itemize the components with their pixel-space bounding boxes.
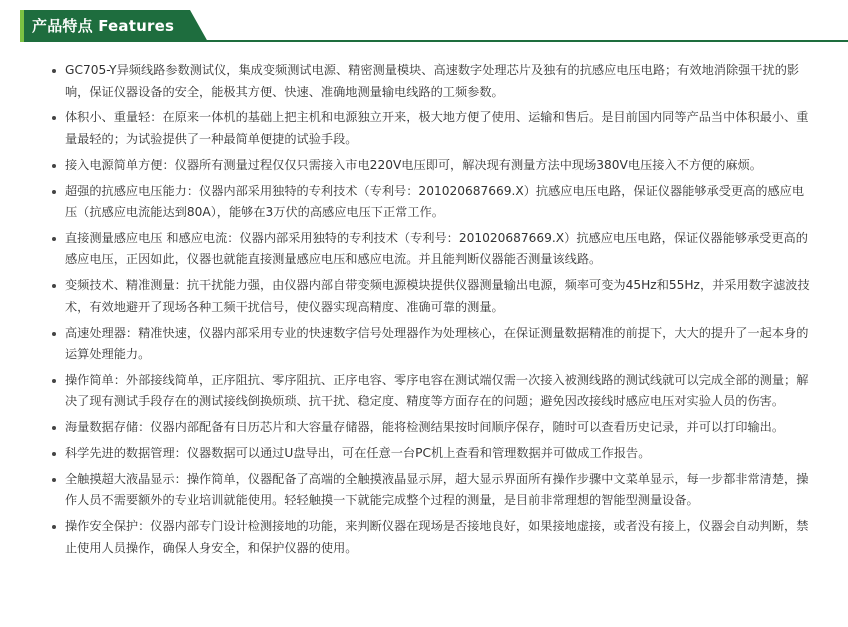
bullet-icon (52, 116, 56, 120)
bullet-icon (52, 426, 56, 430)
features-list (40, 60, 810, 564)
bullet-icon (52, 237, 56, 241)
feature-text: 直接测量感应电压 和感应电流：仪器内部采用独特的专利技术（专利号：201020687669.X）抗感应电压电路，保证仪器能够承受更高的感应电压，正因如此，仪器也就能直接测量感应电压和感应电流。并且能判断仪器能否测量该线路。 (65, 230, 808, 267)
bullet-icon (52, 452, 56, 456)
feature-text: 高速处理器：精准快速，仪器内部采用专业的快速数字信号处理器作为处理核心，在保证测量数据精准的前提下，大大的提升了一起本身的运算处理能力。 (65, 325, 809, 362)
feature-text: 科学先进的数据管理：仪器数据可以通过U盘导出，可在任意一台PC机上查看和管理数据并可做成工作报告。 (65, 446, 651, 461)
feature-item (40, 107, 810, 150)
feature-text: 接入电源简单方便：仪器所有测量过程仅仅只需接入市电220V电压即可，解决现有测量方法中现场380V电压接入不方便的麻烦。 (65, 157, 762, 172)
feature-item (40, 155, 810, 177)
section-title: 产品特点 Features (32, 17, 175, 35)
feature-text: 变频技术、精准测量：抗干扰能力强，由仪器内部自带变频电源模块提供仪器测量输出电源，频率可变为45Hz和55Hz，并采用数字滤波技术，有效地避开了现场各种工频干扰信号，使仪器实现高精度、准确可靠的测量。 (65, 278, 810, 314)
feature-item (40, 181, 810, 224)
feature-text: 超强的抗感应电压能力：仪器内部采用独特的专利技术（专利号：201020687669.X）抗感应电压电路，保证仪器能够承受更高的感应电压（抗感应电流能达到80A），能够在3万伏的高感应电压下正常工作。 (65, 183, 805, 220)
feature-item (40, 417, 810, 439)
bullet-icon (52, 284, 56, 288)
bullet-icon (52, 332, 56, 336)
feature-text: GC705-Y异频线路参数测试仪，集成变频测试电源、精密测量模块、高速数字处理芯片及独有的抗感应电压电路；有效地消除强干扰的影响，保证仪器设备的安全，能极其方便、快速、准确地测量输电线路的工频参数。 (65, 63, 800, 99)
feature-text: 海量数据存储：仪器内部配备有日历芯片和大容量存储器，能将检测结果按时间顺序保存，随时可以查看历史记录，并可以打印输出。 (65, 420, 785, 435)
feature-item (40, 516, 810, 559)
bullet-icon (52, 478, 56, 482)
feature-item (40, 60, 810, 103)
feature-text: 体积小、重量轻：在原来一体机的基础上把主机和电源独立开来，极大地方便了使用、运输和售后。是目前国内同等产品当中体积最小、重量最轻的；为试验提供了一种最简单便捷的试验手段。 (65, 110, 809, 146)
feature-text: 操作安全保护：仪器内部专门设计检测接地的功能，来判断仪器在现场是否接地良好，如果接地虚接，或者没有接上，仪器会自动判断，禁止使用人员操作，确保人身安全，和保护仪器的使用。 (65, 519, 809, 555)
section-header (0, 0, 848, 48)
feature-text: 全触摸超大液晶显示：操作简单，仪器配备了高端的全触摸液晶显示屏，超大显示界面所有操作步骤中文菜单显示，每一步都非常清楚，操作人员不需要额外的专业培训就能使用。轻轻触摸一下就能完成整个过程的测量，是目前非常理想的智能型测量设备。 (65, 471, 809, 508)
bullet-icon (52, 379, 56, 383)
bullet-icon (52, 525, 56, 529)
header-accent-bar (20, 10, 24, 42)
feature-item (40, 370, 810, 413)
feature-item (40, 323, 810, 366)
feature-item (40, 275, 810, 318)
feature-text: 操作简单：外部接线简单，正序阻抗、零序阻抗、正序电容、零序电容在测试端仅需一次接入被测线路的测试线就可以完成全部的测量；解决了现有测试手段存在的测试接线倒换烦琐、抗干扰、稳定度、精度等方面存在的问题；避免因改接线时感应电压对实验人员的伤害。 (65, 372, 809, 409)
feature-item (40, 469, 810, 512)
bullet-icon (52, 69, 56, 73)
feature-item (40, 228, 810, 271)
bullet-icon (52, 190, 56, 194)
feature-item (40, 443, 810, 465)
bullet-icon (52, 164, 56, 168)
